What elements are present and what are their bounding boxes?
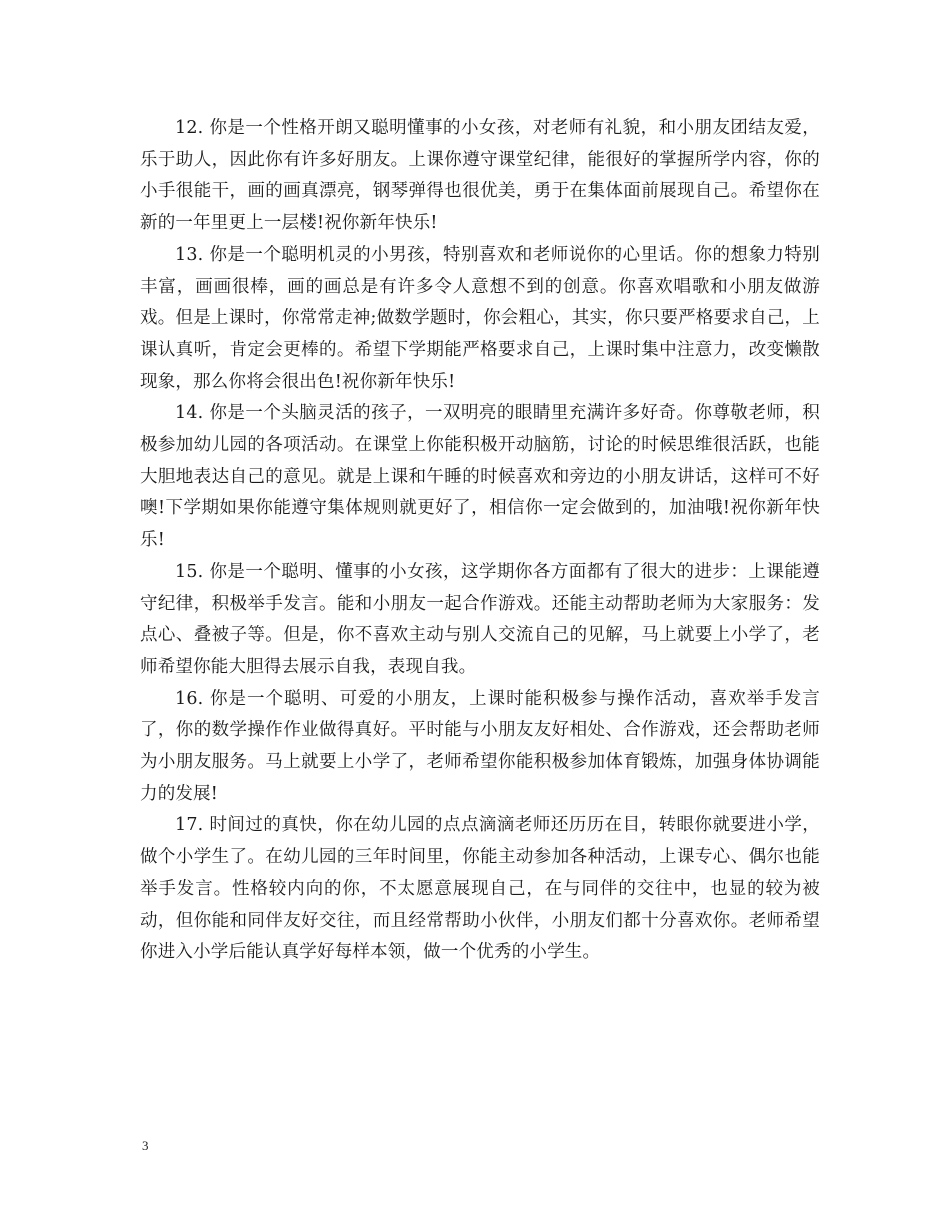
- paragraph-12: 12. 你是一个性格开朗又聪明懂事的小女孩，对老师有礼貌，和小朋友团结友爱，乐于助人，因此你有许多好朋友。上课你遵守课堂纪律，能很好的掌握所学内容，你的小手很能干，画的画真漂亮，钢琴弹得也很优美，勇于在集体面前展现自己。希望你在新的一年里更上一层楼!祝你新年快乐!: [140, 118, 820, 234]
- page-number: 3: [142, 1138, 149, 1153]
- paragraph-14: 14. 你是一个头脑灵活的孩子，一双明亮的眼睛里充满许多好奇。你尊敬老师，积极参加幼儿园的各项活动。在课堂上你能积极开动脑筋，讨论的时候思维很活跃，也能大胆地表达自己的意见。就是上课和午睡的时候喜欢和旁边的小朋友讲话，这样可不好噢!下学期如果你能遵守集体规则就更好了，相信你一定会做到的，加油哦!祝你新年快乐!: [140, 403, 820, 551]
- paragraph-15: 15. 你是一个聪明、懂事的小女孩，这学期你各方面都有了很大的进步：上课能遵守纪律，积极举手发言。能和小朋友一起合作游戏。还能主动帮助老师为大家服务：发点心、叠被子等。但是，你不喜欢主动与别人交流自己的见解，马上就要上小学了，老师希望你能大胆得去展示自我，表现自我。: [140, 561, 820, 677]
- document-body: [140, 113, 820, 969]
- paragraph-13: 13. 你是一个聪明机灵的小男孩，特别喜欢和老师说你的心里话。你的想象力特别丰富，画画很棒，画的画总是有许多令人意想不到的创意。你喜欢唱歌和小朋友做游戏。但是上课时，你常常走神;做数学题时，你会粗心，其实，你只要严格要求自己，上课认真听，肯定会更棒的。希望下学期能严格要求自己，上课时集中注意力，改变懒散现象，那么你将会很出色!祝你新年快乐!: [140, 244, 820, 392]
- paragraph-17: 17. 时间过的真快，你在幼儿园的点点滴滴老师还历历在目，转眼你就要进小学，做个小学生了。在幼儿园的三年时间里，你能主动参加各种活动，上课专心、偶尔也能举手发言。性格较内向的你，不太愿意展现自己，在与同伴的交往中，也显的较为被动，但你能和同伴友好交往，而且经常帮助小伙伴，小朋友们都十分喜欢你。老师希望你进入小学后能认真学好每样本领，做一个优秀的小学生。: [140, 815, 820, 963]
- paragraph-16: 16. 你是一个聪明、可爱的小朋友，上课时能积极参与操作活动，喜欢举手发言了，你的数学操作作业做得真好。平时能与小朋友友好相处、合作游戏，还会帮助老师为小朋友服务。马上就要上小学了，老师希望你能积极参加体育锻炼，加强身体协调能力的发展!: [140, 688, 820, 804]
